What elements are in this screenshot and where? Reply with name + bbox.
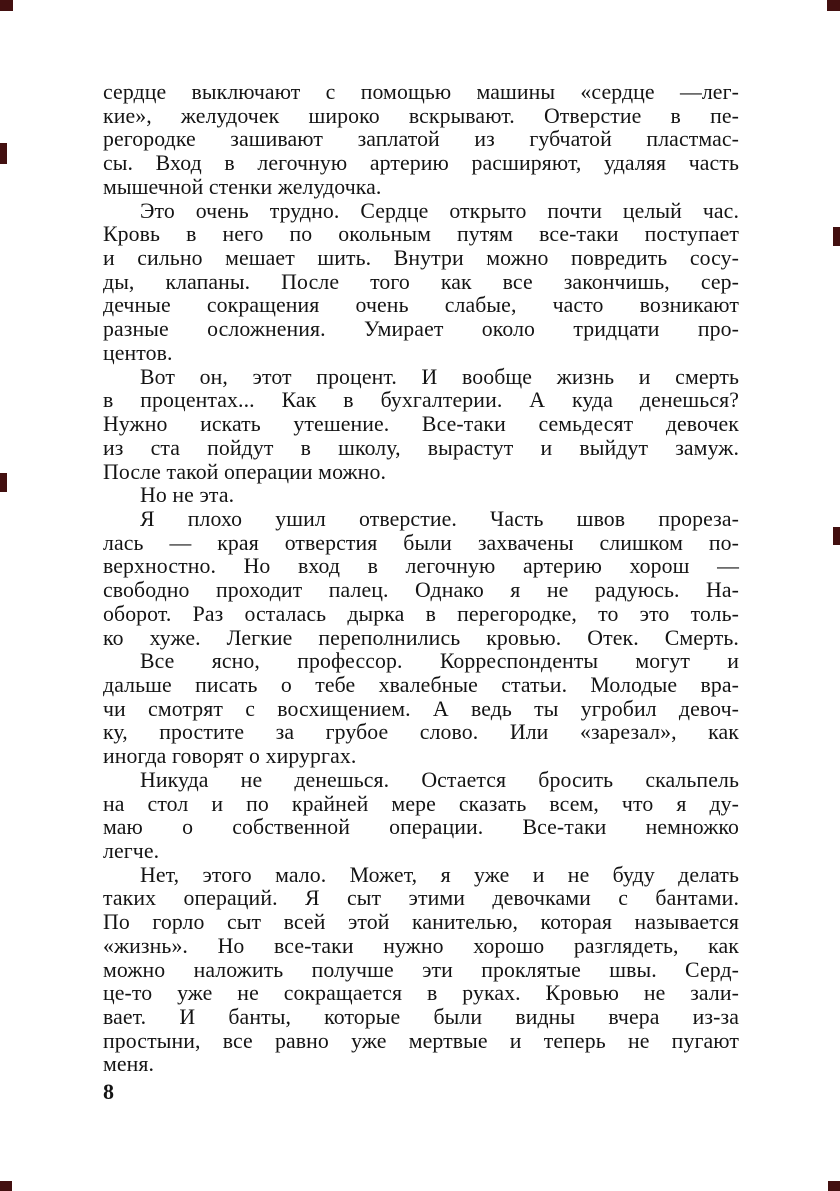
text-line: иногда говорят о хирургах.	[103, 744, 357, 769]
text-line: из ста пойдут в школу, вырастут и выйдут замуж.	[103, 435, 739, 460]
text-line: лась — края отверстия были захвачены слишком по-	[103, 530, 739, 555]
text-line: центов.	[103, 340, 173, 365]
text-line: на стол и по крайней мере сказать всем, что я ду-	[103, 791, 739, 816]
text-line: После такой операции можно.	[103, 459, 386, 484]
text-line: маю о собственной операции. Все-таки немножко	[103, 815, 739, 840]
text-line: Все ясно, профессор. Корреспонденты могут и	[140, 649, 739, 674]
text-line: Никуда не денешься. Остается бросить скальпель	[140, 767, 739, 792]
scan-mark-left-edge	[0, 473, 7, 492]
text-line: Но не эта.	[140, 483, 235, 508]
text-line: це-то уже не сокращается в руках. Кровью не зали-	[103, 981, 739, 1006]
page-number: 8	[103, 1079, 114, 1104]
text-line: дечные сокращения очень слабые, часто возникают	[103, 293, 739, 318]
text-line: По горло сыт всей этой канителью, которая называется	[103, 910, 739, 935]
text-line: верхностно. Но вход в легочную артерию хорош —	[103, 554, 739, 579]
text-line: чи смотрят с восхищением. А ведь ты угробил девоч-	[103, 696, 739, 721]
scan-mark-bottom-left	[0, 1181, 12, 1191]
page-text-block	[103, 81, 739, 1077]
text-line: Нужно искать утешение. Все-таки семьдесят девочек	[103, 412, 739, 437]
text-line: дальше писать о тебе хвалебные статьи. Молодые вра-	[103, 672, 739, 697]
text-line: в процентах... Как в бухгалтерии. А куда денешься?	[103, 388, 739, 413]
text-line: Это очень трудно. Сердце открыто почти целый час.	[140, 198, 739, 223]
text-line: Вот он, этот процент. И вообще жизнь и смерть	[140, 364, 739, 389]
text-line: простыни, все равно уже мертвые и теперь не пугают	[103, 1028, 739, 1053]
text-line: Кровь в него по окольным путям все-таки поступает	[103, 222, 739, 247]
text-line: можно наложить получше эти проклятые швы. Серд-	[103, 957, 739, 982]
text-line: оборот. Раз осталась дырка в перегородке, то это толь-	[103, 601, 739, 626]
text-line: Нет, этого мало. Может, я уже и не буду делать	[140, 862, 739, 887]
text-line: вает. И банты, которые были видны вчера из-за	[103, 1005, 739, 1030]
text-line: ку, простите за грубое слово. Или «зарезал», как	[103, 720, 739, 745]
text-line: сердце выключают с помощью машины «сердце —лег-	[103, 80, 739, 104]
text-line: кие», желудочек широко вскрывают. Отверстие в пе-	[103, 103, 739, 128]
text-line: сы. Вход в легочную артерию расширяют, удаляя часть	[103, 151, 739, 176]
text-line: мышечной стенки желудочка.	[103, 174, 382, 199]
text-line: легче.	[103, 839, 160, 863]
text-line: меня.	[103, 1052, 155, 1077]
scan-mark-top-left	[0, 0, 13, 11]
text-line: «жизнь». Но все-таки нужно хорошо разглядеть, как	[103, 933, 739, 958]
text-line: ко хуже. Легкие переполнились кровью. Отек. Смерть.	[103, 625, 739, 650]
text-line: регородке зашивают заплатой из губчатой пластмас-	[103, 127, 739, 152]
text-line: разные осложнения. Умирает около тридцати про-	[103, 317, 739, 342]
scan-mark-right-edge	[833, 227, 840, 246]
text-line: ды, клапаны. После того как все закончишь, сер-	[103, 269, 739, 294]
text-line: свободно проходит палец. Однако я не радуюсь. На-	[103, 578, 739, 603]
text-line: таких операций. Я сыт этими девочками с бантами.	[103, 886, 739, 911]
text-line: и сильно мешает шить. Внутри можно повредить сосу-	[103, 246, 739, 271]
scan-mark-top-right	[827, 0, 840, 11]
scan-mark-bottom-right	[828, 1181, 840, 1191]
scan-mark-right-edge	[833, 527, 840, 545]
scan-mark-left-edge	[0, 143, 7, 164]
text-line: Я плохо ушил отверстие. Часть швов прореза-	[140, 506, 739, 531]
